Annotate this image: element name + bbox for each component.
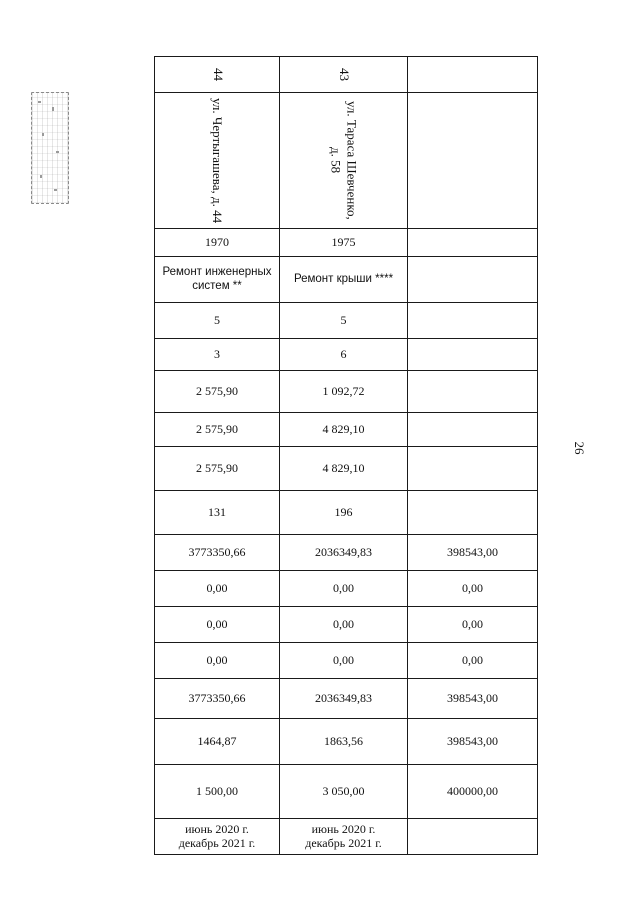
cell-fund: 0,00 [155,607,280,643]
cell-entrances: 6 [280,339,408,371]
row-entrances [155,339,538,371]
row-fund-1 [155,571,538,607]
row-residents [155,491,538,535]
row-area-total [155,371,538,413]
row-max-cost [155,765,538,819]
cell-empty [408,303,538,339]
row-period [155,819,538,855]
row-repair-type [155,257,538,303]
cell-area: 2 575,90 [155,371,280,413]
cell-area: 1 092,72 [280,371,408,413]
cell-fund: 0,00 [155,571,280,607]
cell-cost: 398543,00 [408,535,538,571]
row-number [155,57,538,93]
cell-repair-type: Ремонт крыши **** [280,257,408,303]
row-year [155,229,538,257]
document-table [154,56,538,855]
row-fund-3 [155,643,538,679]
cell-repair-type: Ремонт инженерных систем ** [155,257,280,303]
cell-floors: 5 [155,303,280,339]
cell-fund: 0,00 [280,571,408,607]
cell-empty [408,57,538,93]
row-cost-total [155,535,538,571]
row-owners-funds [155,679,538,719]
cell-empty [408,93,538,229]
cell-fund: 0,00 [408,607,538,643]
cell-fund: 0,00 [280,643,408,679]
row-address [155,93,538,229]
cell-fund: 0,00 [408,571,538,607]
cell-cost: 2036349,83 [280,535,408,571]
cell-period: июнь 2020 г. декабрь 2021 г. [280,819,408,855]
cell-max-cost: 400000,00 [408,765,538,819]
cell-period: июнь 2020 г. декабрь 2021 г. [155,819,280,855]
cell-empty [408,371,538,413]
cell-unit-cost: 1464,87 [155,719,280,765]
cell-area: 2 575,90 [155,447,280,491]
cell-fund: 0,00 [408,643,538,679]
cell-entrances: 3 [155,339,280,371]
cell-address: ул. Чертыгашева, д. 44 [155,93,280,229]
stamp-mark-icon [31,92,69,204]
cell-empty [408,447,538,491]
cell-empty [408,413,538,447]
cell-floors: 5 [280,303,408,339]
cell-max-cost: 3 050,00 [280,765,408,819]
cell-cost: 3773350,66 [155,535,280,571]
row-area-1 [155,413,538,447]
row-floors [155,303,538,339]
cell-fund: 0,00 [155,643,280,679]
cell-fund: 0,00 [280,607,408,643]
cell-empty [408,491,538,535]
cell-owners-funds: 3773350,66 [155,679,280,719]
cell-empty [408,229,538,257]
page-number: 26 [572,441,587,455]
cell-area: 4 829,10 [280,447,408,491]
cell-residents: 196 [280,491,408,535]
row-fund-2 [155,607,538,643]
cell-max-cost: 1 500,00 [155,765,280,819]
cell-year: 1975 [280,229,408,257]
cell-empty [408,339,538,371]
cell-address: ул. Тараса Шевченко, д. 58 [280,93,408,229]
cell-number: 43 [280,57,408,93]
cell-number: 44 [155,57,280,93]
cell-owners-funds: 2036349,83 [280,679,408,719]
cell-residents: 131 [155,491,280,535]
cell-owners-funds: 398543,00 [408,679,538,719]
cell-empty [408,819,538,855]
cell-area: 4 829,10 [280,413,408,447]
row-unit-cost [155,719,538,765]
cell-unit-cost: 398543,00 [408,719,538,765]
cell-year: 1970 [155,229,280,257]
cell-empty [408,257,538,303]
cell-area: 2 575,90 [155,413,280,447]
row-area-2 [155,447,538,491]
cell-unit-cost: 1863,56 [280,719,408,765]
